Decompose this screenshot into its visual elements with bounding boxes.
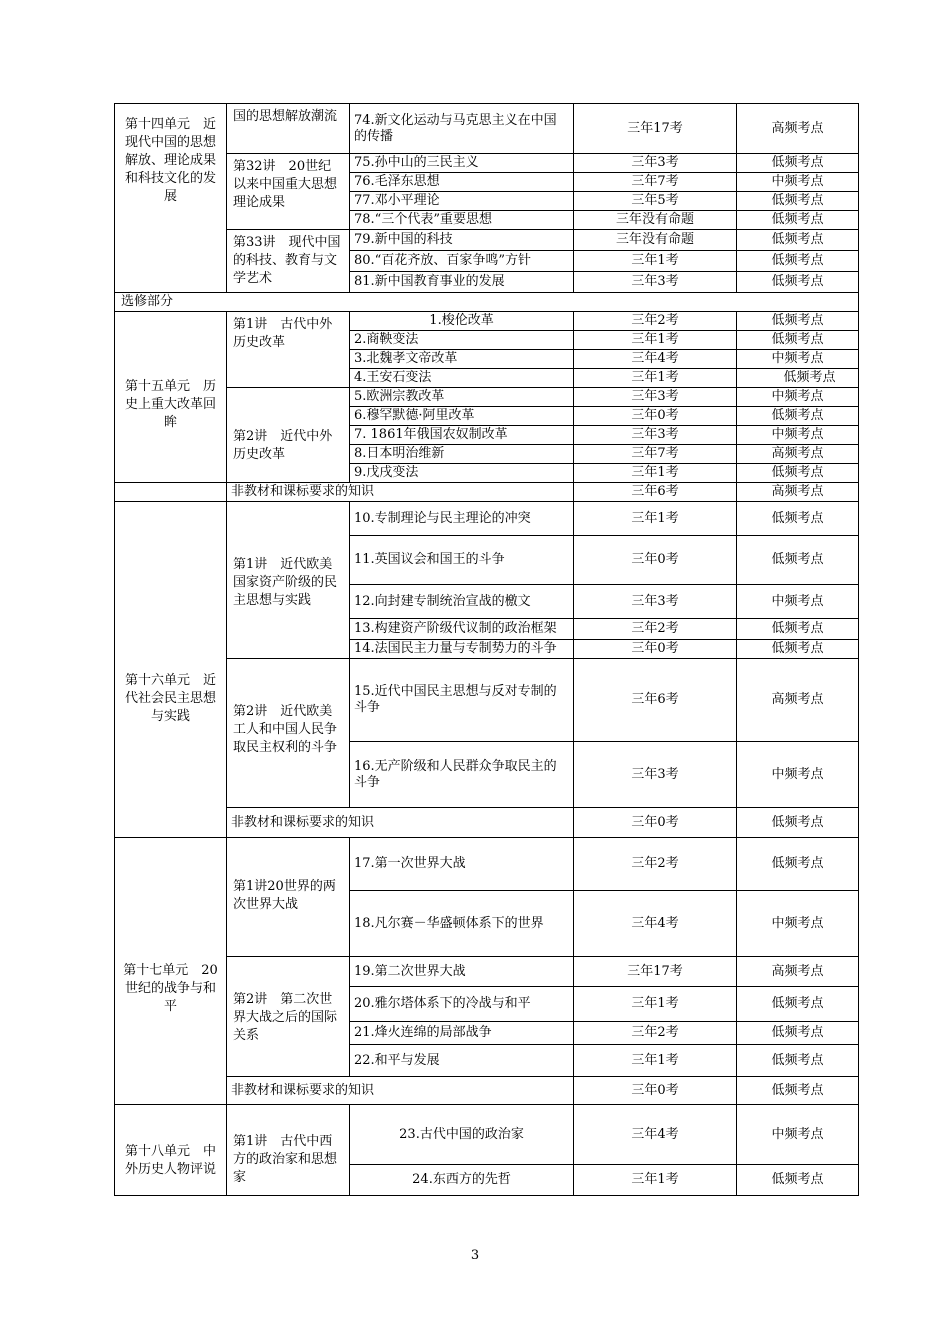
- topic-cell: 6.穆罕默德·阿里改革: [350, 407, 574, 426]
- frequency-cell: 三年3考: [574, 154, 737, 173]
- level-cell: 中频考点: [737, 742, 859, 808]
- level-cell: 中频考点: [737, 388, 859, 407]
- unit-cell: 第十五单元 历史上重大改革回眸: [115, 312, 227, 483]
- exam-topic-table: [114, 103, 859, 1196]
- topic-cell: 74.新文化运动与马克思主义在中国的传播: [350, 104, 574, 154]
- level-cell: 低频考点: [737, 838, 859, 891]
- level-cell: 低频考点: [737, 369, 859, 388]
- lecture-cell: 第2讲 近代欧美工人和中国人民争取民主权利的斗争: [227, 659, 350, 808]
- topic-cell: 11.英国议会和国王的斗争: [350, 536, 574, 585]
- level-cell: 低频考点: [737, 1022, 859, 1045]
- topic-cell: 23.古代中国的政治家: [350, 1105, 574, 1165]
- level-cell: 低频考点: [737, 211, 859, 230]
- topic-cell: 76.毛泽东思想: [350, 173, 574, 192]
- level-cell: 中频考点: [737, 426, 859, 445]
- topic-cell: 5.欧洲宗教改革: [350, 388, 574, 407]
- level-cell: 中频考点: [737, 1105, 859, 1165]
- frequency-cell: 三年3考: [574, 388, 737, 407]
- topic-cell: 17.第一次世界大战: [350, 838, 574, 891]
- lecture-cell: 第1讲 古代中外历史改革: [227, 312, 350, 388]
- level-cell: 低频考点: [737, 1165, 859, 1196]
- lecture-cell: 第1讲 古代中西方的政治家和思想家: [227, 1105, 350, 1196]
- topic-cell: 3.北魏孝文帝改革: [350, 350, 574, 369]
- frequency-cell: 三年2考: [574, 1022, 737, 1045]
- topic-cell: 20.雅尔塔体系下的冷战与和平: [350, 987, 574, 1022]
- level-cell: 低频考点: [737, 1077, 859, 1105]
- level-cell: 中频考点: [737, 173, 859, 192]
- page-number: 3: [470, 1248, 480, 1263]
- topic-cell: 9.戊戌变法: [350, 464, 574, 483]
- lecture-cell: 第33讲 现代中国的科技、教育与文学艺术: [227, 230, 350, 293]
- non-syllabus-cell: 非教材和课标要求的知识: [227, 483, 574, 502]
- level-cell: 低频考点: [737, 987, 859, 1022]
- level-cell: 低频考点: [737, 312, 859, 331]
- lecture-cell: 第2讲 近代中外历史改革: [227, 388, 350, 483]
- frequency-cell: 三年17考: [574, 104, 737, 154]
- level-cell: 低频考点: [737, 619, 859, 640]
- frequency-cell: 三年1考: [574, 987, 737, 1022]
- frequency-cell: 三年0考: [574, 808, 737, 838]
- frequency-cell: 三年2考: [574, 619, 737, 640]
- topic-cell: 4.王安石变法: [350, 369, 574, 388]
- level-cell: 高频考点: [737, 445, 859, 464]
- topic-cell: 22.和平与发展: [350, 1045, 574, 1077]
- topic-cell: 18.凡尔赛－华盛顿体系下的世界: [350, 891, 574, 957]
- frequency-cell: 三年1考: [574, 331, 737, 350]
- empty-unit-cell: [115, 483, 227, 502]
- frequency-cell: 三年3考: [574, 742, 737, 808]
- topic-cell: 1.梭伦改革: [350, 312, 574, 331]
- topic-cell: 13.构建资产阶级代议制的政治框架: [350, 619, 574, 640]
- frequency-cell: 三年4考: [574, 891, 737, 957]
- non-syllabus-cell: 非教材和课标要求的知识: [227, 808, 574, 838]
- frequency-cell: 三年7考: [574, 445, 737, 464]
- frequency-cell: 三年3考: [574, 426, 737, 445]
- frequency-cell: 三年0考: [574, 640, 737, 659]
- unit-cell: 第十六单元 近代社会民主思想与实践: [115, 502, 227, 838]
- frequency-cell: 三年4考: [574, 350, 737, 369]
- level-cell: 低频考点: [737, 536, 859, 585]
- topic-cell: 19.第二次世界大战: [350, 957, 574, 987]
- level-cell: 低频考点: [737, 230, 859, 251]
- topic-cell: 7. 1861年俄国农奴制改革: [350, 426, 574, 445]
- level-cell: 低频考点: [737, 407, 859, 426]
- level-cell: 高频考点: [737, 659, 859, 742]
- lecture-cell: 国的思想解放潮流: [227, 104, 350, 154]
- level-cell: 高频考点: [737, 483, 859, 502]
- frequency-cell: 三年1考: [574, 464, 737, 483]
- unit-cell: 第十七单元 20世纪的战争与和平: [115, 838, 227, 1105]
- lecture-cell: 第1讲20世界的两次世界大战: [227, 838, 350, 957]
- topic-cell: 77.邓小平理论: [350, 192, 574, 211]
- topic-cell: 2.商鞅变法: [350, 331, 574, 350]
- frequency-cell: 三年1考: [574, 502, 737, 536]
- topic-cell: 79.新中国的科技: [350, 230, 574, 251]
- frequency-cell: 三年5考: [574, 192, 737, 211]
- frequency-cell: 三年1考: [574, 369, 737, 388]
- topic-cell: 80.“百花齐放、百家争鸣”方针: [350, 251, 574, 272]
- non-syllabus-cell: 非教材和课标要求的知识: [227, 1077, 574, 1105]
- section-heading: 选修部分: [115, 293, 859, 312]
- topic-cell: 78.“三个代表”重要思想: [350, 211, 574, 230]
- level-cell: 低频考点: [737, 272, 859, 293]
- frequency-cell: 三年没有命题: [574, 230, 737, 251]
- unit-cell: 第十四单元 近现代中国的思想解放、理论成果和科技文化的发展: [115, 104, 227, 293]
- topic-cell: 21.烽火连绵的局部战争: [350, 1022, 574, 1045]
- level-cell: 低频考点: [737, 464, 859, 483]
- frequency-cell: 三年7考: [574, 173, 737, 192]
- topic-cell: 8.日本明治维新: [350, 445, 574, 464]
- level-cell: 低频考点: [737, 331, 859, 350]
- lecture-cell: 第2讲 第二次世界大战之后的国际关系: [227, 957, 350, 1077]
- topic-cell: 15.近代中国民主思想与反对专制的斗争: [350, 659, 574, 742]
- topic-cell: 16.无产阶级和人民群众争取民主的斗争: [350, 742, 574, 808]
- topic-cell: 75.孙中山的三民主义: [350, 154, 574, 173]
- frequency-cell: 三年0考: [574, 407, 737, 426]
- level-cell: 中频考点: [737, 350, 859, 369]
- frequency-cell: 三年0考: [574, 536, 737, 585]
- topic-cell: 10.专制理论与民主理论的冲突: [350, 502, 574, 536]
- level-cell: 高频考点: [737, 104, 859, 154]
- topic-cell: 81.新中国教育事业的发展: [350, 272, 574, 293]
- frequency-cell: 三年17考: [574, 957, 737, 987]
- level-cell: 高频考点: [737, 957, 859, 987]
- level-cell: 中频考点: [737, 891, 859, 957]
- level-cell: 低频考点: [737, 502, 859, 536]
- level-cell: 低频考点: [737, 192, 859, 211]
- lecture-cell: 第1讲 近代欧美国家资产阶级的民主思想与实践: [227, 502, 350, 659]
- level-cell: 低频考点: [737, 251, 859, 272]
- topic-cell: 14.法国民主力量与专制势力的斗争: [350, 640, 574, 659]
- frequency-cell: 三年没有命题: [574, 211, 737, 230]
- frequency-cell: 三年6考: [574, 483, 737, 502]
- unit-cell: 第十八单元 中外历史人物评说: [115, 1105, 227, 1196]
- frequency-cell: 三年6考: [574, 659, 737, 742]
- level-cell: 低频考点: [737, 808, 859, 838]
- frequency-cell: 三年2考: [574, 838, 737, 891]
- topic-cell: 24.东西方的先哲: [350, 1165, 574, 1196]
- frequency-cell: 三年4考: [574, 1105, 737, 1165]
- frequency-cell: 三年1考: [574, 1045, 737, 1077]
- level-cell: 低频考点: [737, 154, 859, 173]
- level-cell: 低频考点: [737, 1045, 859, 1077]
- level-cell: 低频考点: [737, 640, 859, 659]
- topic-cell: 12.向封建专制统治宣战的檄文: [350, 585, 574, 619]
- level-cell: 中频考点: [737, 585, 859, 619]
- frequency-cell: 三年1考: [574, 251, 737, 272]
- lecture-cell: 第32讲 20世纪以来中国重大思想理论成果: [227, 154, 350, 230]
- frequency-cell: 三年3考: [574, 585, 737, 619]
- frequency-cell: 三年0考: [574, 1077, 737, 1105]
- frequency-cell: 三年2考: [574, 312, 737, 331]
- frequency-cell: 三年3考: [574, 272, 737, 293]
- frequency-cell: 三年1考: [574, 1165, 737, 1196]
